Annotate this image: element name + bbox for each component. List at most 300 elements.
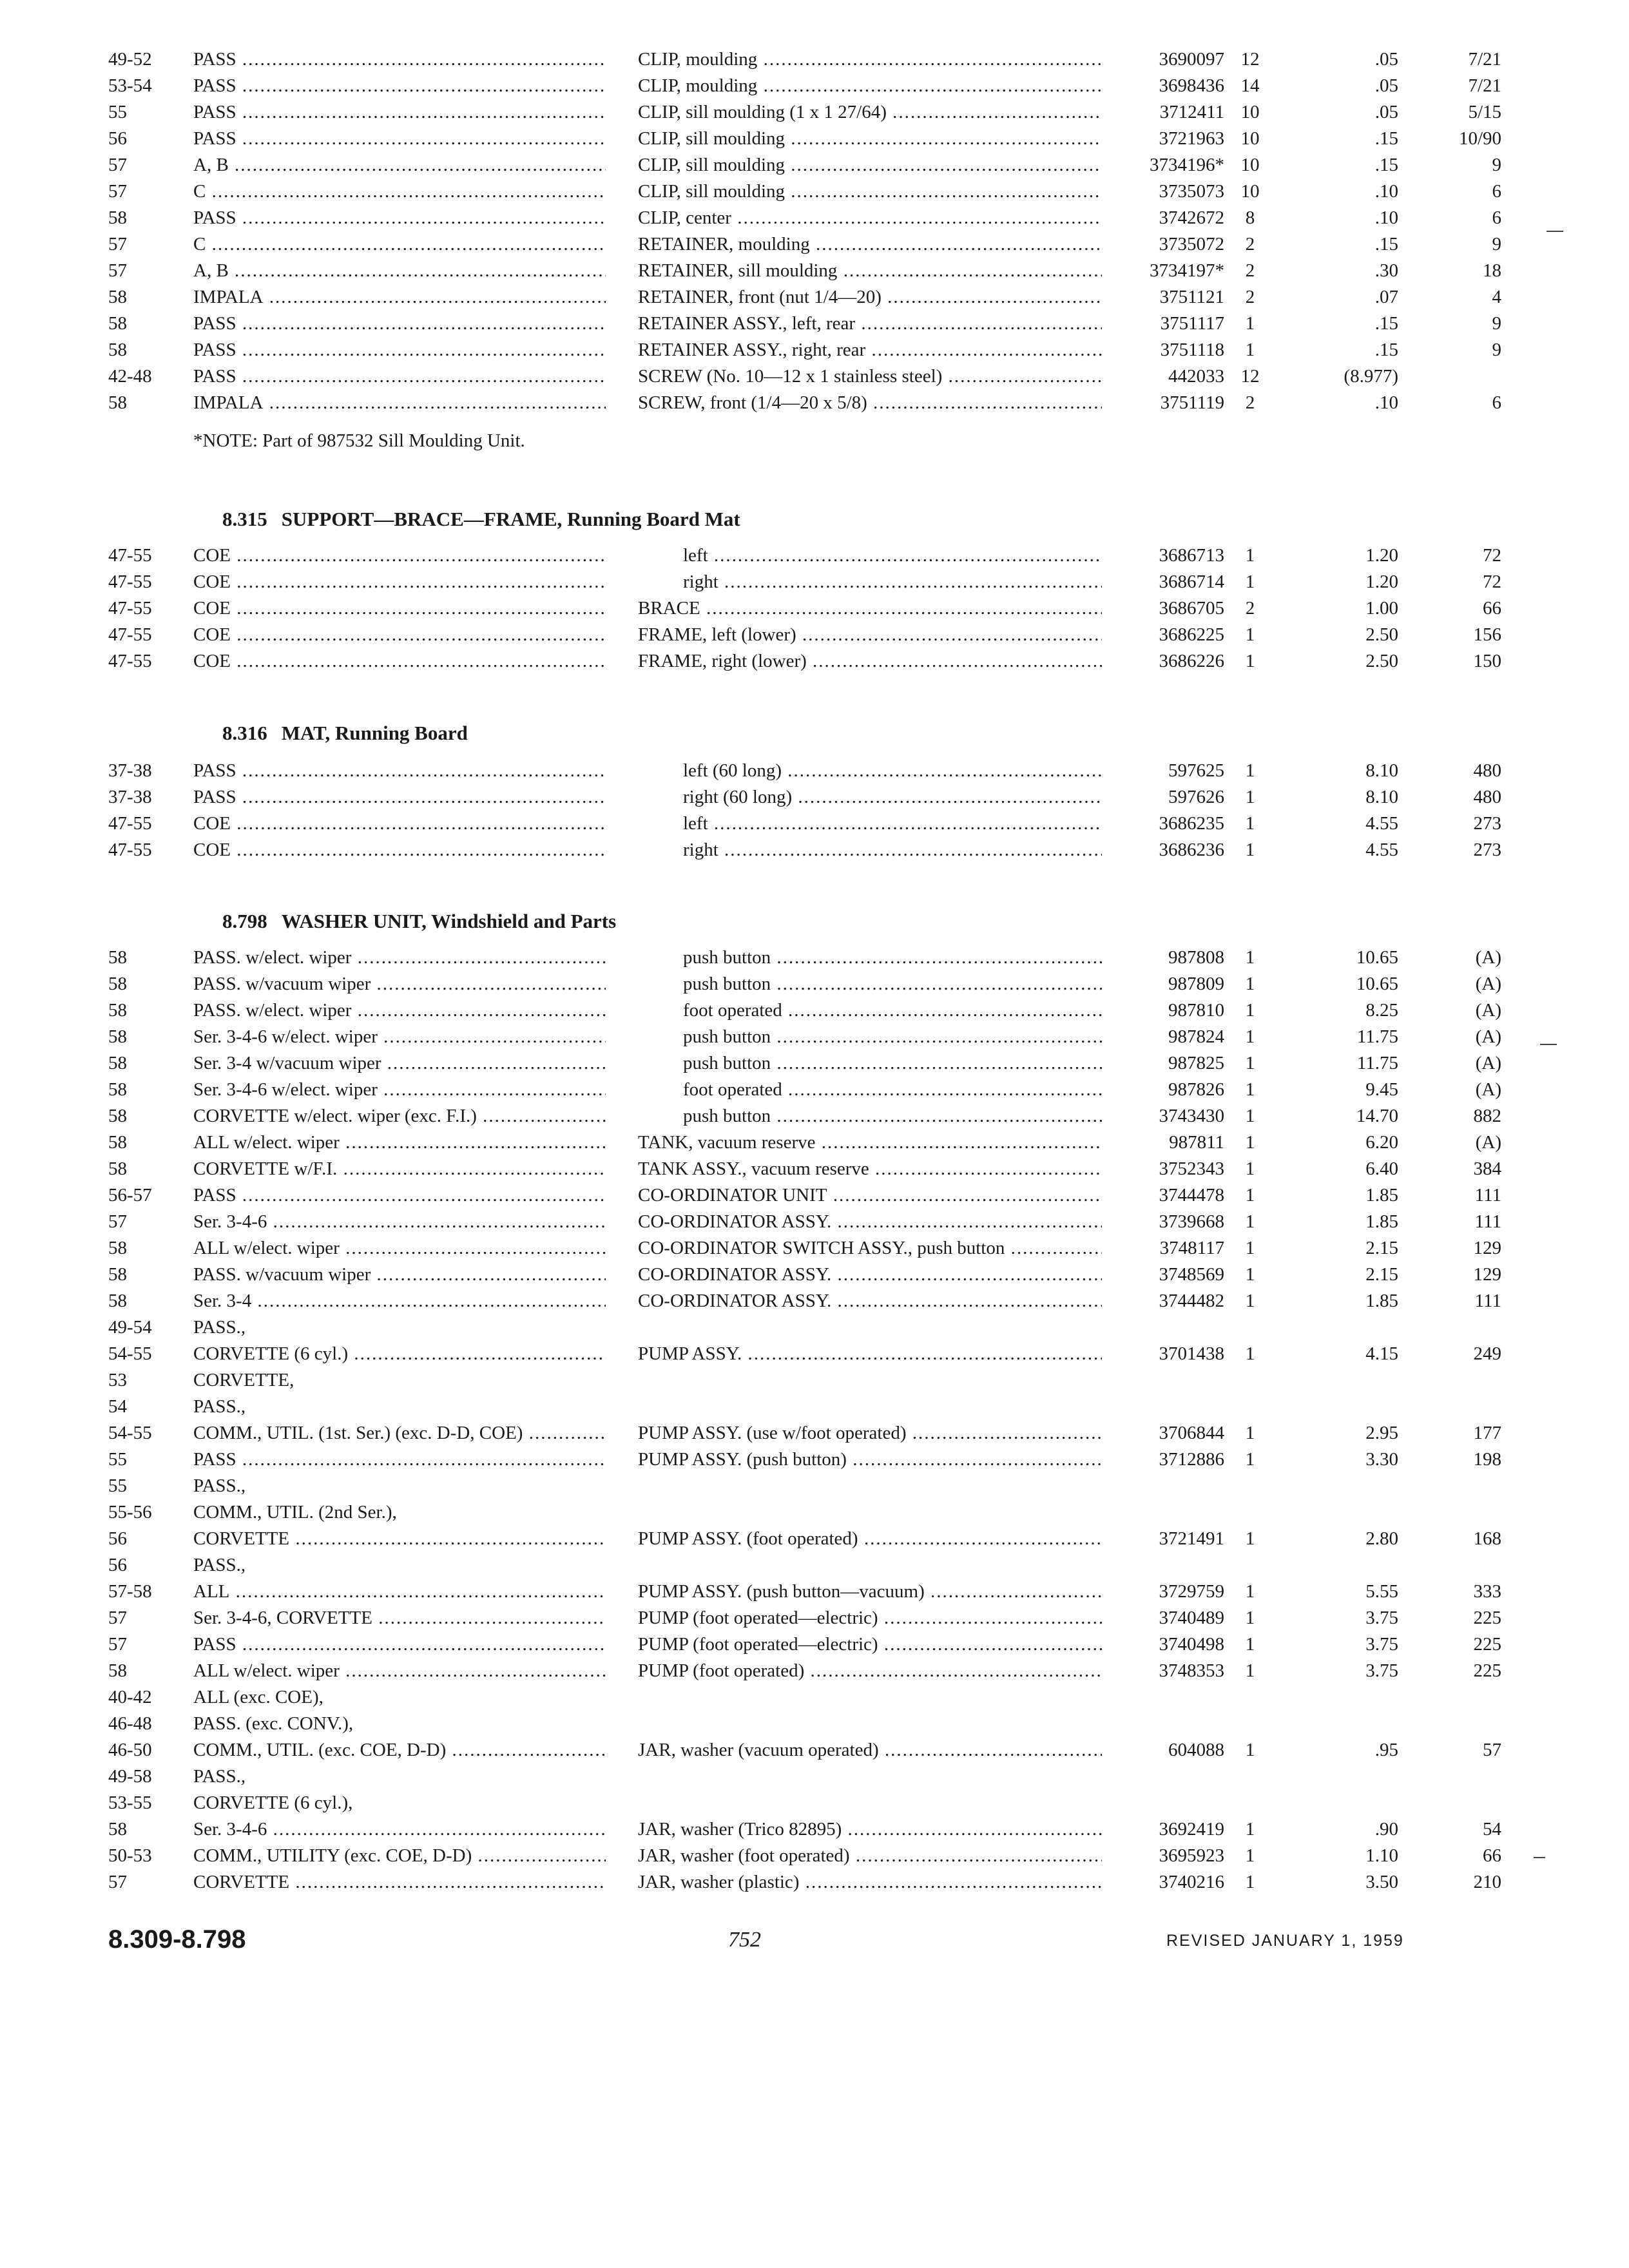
part-description: CLIP, sill moulding ..... — [638, 178, 1102, 205]
year-range: 58 — [108, 287, 127, 307]
year-range: 55-56 — [108, 1502, 152, 1523]
model-application: COE ..... — [193, 837, 606, 863]
model-application: PASS ..... — [193, 311, 606, 337]
year-range: 57 — [108, 234, 127, 255]
part-number: 987826 — [1168, 1079, 1224, 1100]
model-application: PASS ..... — [193, 126, 606, 152]
part-description: SCREW (No. 10—12 x 1 stainless steel) ..... — [638, 363, 1102, 390]
list-price: .10 — [1374, 392, 1398, 413]
table-row — [0, 758, 1629, 784]
year-range: 57 — [108, 260, 127, 281]
part-description: left ..... — [683, 543, 1102, 569]
part-number: 3686714 — [1159, 572, 1224, 592]
table-row — [0, 284, 1629, 311]
part-description: push button ..... — [683, 1103, 1102, 1129]
part-description: CO-ORDINATOR UNIT ..... — [638, 1182, 1102, 1209]
model-application: IMPALA ..... — [193, 284, 606, 311]
model-application: CORVETTE w/elect. wiper (exc. F.I.) ..... — [193, 1103, 606, 1129]
table-row — [0, 569, 1629, 595]
quantity: 1 — [1245, 651, 1255, 671]
weight: 111 — [1474, 1291, 1501, 1311]
year-range: 47-55 — [108, 598, 152, 619]
part-number: 3751117 — [1160, 313, 1224, 334]
part-description: CLIP, sill moulding ..... — [638, 126, 1102, 152]
year-range: 58 — [108, 1079, 127, 1100]
year-range: 55 — [108, 1475, 127, 1496]
part-number: 3735073 — [1159, 181, 1224, 202]
table-row — [0, 337, 1629, 363]
year-range: 53-54 — [108, 75, 152, 96]
list-price: 10.65 — [1356, 947, 1398, 968]
table-row — [0, 543, 1629, 569]
model-application: C ..... — [193, 178, 606, 205]
scan-mark — [1547, 231, 1563, 232]
part-description: CO-ORDINATOR ASSY. ..... — [638, 1209, 1102, 1235]
year-range: 56-57 — [108, 1185, 152, 1206]
weight: 66 — [1483, 598, 1501, 619]
quantity: 1 — [1245, 1528, 1255, 1549]
quantity: 2 — [1245, 234, 1255, 255]
part-number: 3690097 — [1159, 49, 1224, 70]
section-8-315-list — [0, 543, 1629, 675]
quantity: 1 — [1245, 1740, 1255, 1760]
model-application: COMM., UTIL. (2nd Ser.), — [193, 1502, 397, 1523]
year-range: 58 — [108, 974, 127, 994]
model-application: PASS ..... — [193, 99, 606, 126]
list-price: .05 — [1374, 49, 1398, 70]
year-range: 46-50 — [108, 1740, 152, 1760]
model-application: COE ..... — [193, 569, 606, 595]
model-application: PASS., — [193, 1766, 246, 1787]
quantity: 1 — [1245, 1581, 1255, 1602]
part-number: 3701438 — [1159, 1343, 1224, 1364]
year-range: 42-48 — [108, 366, 152, 387]
weight: (A) — [1475, 1026, 1501, 1047]
quantity: 2 — [1245, 392, 1255, 413]
model-application: COE ..... — [193, 595, 606, 622]
quantity: 1 — [1245, 974, 1255, 994]
weight: (A) — [1475, 947, 1501, 968]
model-application: PASS ..... — [193, 73, 606, 99]
list-price: 4.55 — [1365, 840, 1398, 860]
model-application: PASS. w/elect. wiper ..... — [193, 945, 606, 971]
part-number: 3734196* — [1150, 155, 1224, 175]
part-description: CLIP, sill moulding (1 x 1 27/64) ..... — [638, 99, 1102, 126]
footnote: *NOTE: Part of 987532 Sill Moulding Unit. — [193, 430, 525, 451]
quantity: 1 — [1245, 1660, 1255, 1681]
quantity: 1 — [1245, 1343, 1255, 1364]
model-application: PASS ..... — [193, 337, 606, 363]
part-number: 3739668 — [1159, 1211, 1224, 1232]
year-range: 46-48 — [108, 1713, 152, 1734]
list-price: 6.40 — [1365, 1158, 1398, 1179]
part-number: 597626 — [1168, 787, 1224, 807]
section-code: 8.316 — [222, 722, 267, 744]
part-number: 3748117 — [1159, 1238, 1224, 1258]
list-price: 8.25 — [1365, 1000, 1398, 1021]
list-price: .15 — [1374, 313, 1398, 334]
model-application: PASS., — [193, 1475, 246, 1496]
section-8-316-list — [0, 758, 1629, 863]
year-range: 47-55 — [108, 545, 152, 566]
part-number: 3686225 — [1159, 624, 1224, 645]
table-row — [0, 811, 1629, 837]
part-description: BRACE ..... — [638, 595, 1102, 622]
model-application: COE ..... — [193, 648, 606, 675]
table-row — [0, 258, 1629, 284]
list-price: 8.10 — [1365, 760, 1398, 781]
quantity: 1 — [1245, 1608, 1255, 1628]
weight: 6 — [1492, 181, 1501, 202]
quantity: 2 — [1245, 260, 1255, 281]
part-number: 3740498 — [1159, 1634, 1224, 1655]
table-row — [0, 837, 1629, 863]
year-range: 58 — [108, 1106, 127, 1126]
model-application: Ser. 3-4-6 ..... — [193, 1816, 606, 1843]
part-number: 3686236 — [1159, 840, 1224, 860]
part-number: 3735072 — [1159, 234, 1224, 255]
list-price: 3.30 — [1365, 1449, 1398, 1470]
quantity: 1 — [1245, 1211, 1255, 1232]
table-row — [0, 390, 1629, 416]
part-number: 3740216 — [1159, 1872, 1224, 1892]
model-application: A, B ..... — [193, 258, 606, 284]
quantity: 1 — [1245, 1079, 1255, 1100]
weight: 225 — [1473, 1660, 1501, 1681]
weight: 7/21 — [1468, 49, 1501, 70]
table-row — [0, 1605, 1629, 1631]
table-row — [0, 363, 1629, 390]
weight: 9 — [1492, 313, 1501, 334]
part-description: TANK ASSY., vacuum reserve ..... — [638, 1156, 1102, 1182]
model-application: CORVETTE (6 cyl.), — [193, 1792, 353, 1813]
quantity: 1 — [1245, 1819, 1255, 1840]
weight: 111 — [1474, 1211, 1501, 1232]
model-application: COMM., UTIL. (exc. COE, D-D) ..... — [193, 1737, 606, 1763]
table-row — [0, 1024, 1629, 1050]
year-range: 49-54 — [108, 1317, 152, 1338]
weight: (A) — [1475, 1079, 1501, 1100]
part-number: 3686235 — [1159, 813, 1224, 834]
section-heading-8-798 — [222, 910, 616, 933]
quantity: 2 — [1245, 287, 1255, 307]
year-range: 47-55 — [108, 651, 152, 671]
table-row — [0, 46, 1629, 73]
part-number: 3744482 — [1159, 1291, 1224, 1311]
weight: 273 — [1473, 840, 1501, 860]
list-price: .90 — [1374, 1819, 1398, 1840]
quantity: 10 — [1240, 128, 1260, 149]
part-number: 3698436 — [1159, 75, 1224, 96]
quantity: 1 — [1245, 760, 1255, 781]
quantity: 1 — [1245, 1000, 1255, 1021]
weight: 9 — [1492, 155, 1501, 175]
quantity: 1 — [1245, 840, 1255, 860]
part-description: JAR, washer (foot operated) ..... — [638, 1843, 1102, 1869]
part-number: 987809 — [1168, 974, 1224, 994]
part-number: 3695923 — [1159, 1845, 1224, 1866]
weight: 66 — [1483, 1845, 1501, 1866]
part-description: RETAINER, front (nut 1/4—20) ..... — [638, 284, 1102, 311]
list-price: 6.20 — [1365, 1132, 1398, 1153]
year-range: 37-38 — [108, 760, 152, 781]
list-price: .10 — [1374, 181, 1398, 202]
list-price: .10 — [1374, 207, 1398, 228]
weight: 5/15 — [1468, 102, 1501, 122]
quantity: 1 — [1245, 1158, 1255, 1179]
list-price: 3.75 — [1365, 1660, 1398, 1681]
year-range: 58 — [108, 1264, 127, 1285]
year-range: 58 — [108, 1238, 127, 1258]
table-row — [0, 1579, 1629, 1605]
year-range: 47-55 — [108, 813, 152, 834]
year-range: 56 — [108, 1555, 127, 1575]
table-row — [0, 73, 1629, 99]
table-row — [0, 1288, 1629, 1314]
part-description: RETAINER, moulding ..... — [638, 231, 1102, 258]
table-row — [0, 784, 1629, 811]
list-price: 3.75 — [1365, 1608, 1398, 1628]
weight: 168 — [1473, 1528, 1501, 1549]
table-row — [0, 1103, 1629, 1129]
part-number: 987810 — [1168, 1000, 1224, 1021]
part-description: foot operated ..... — [683, 997, 1102, 1024]
model-application: COMM., UTILITY (exc. COE, D-D) ..... — [193, 1843, 606, 1869]
list-price: 11.75 — [1356, 1026, 1398, 1047]
part-description: right ..... — [683, 569, 1102, 595]
list-price: 2.50 — [1365, 624, 1398, 645]
section-title: WASHER UNIT, Windshield and Parts — [281, 910, 617, 932]
table-row — [0, 1499, 1629, 1526]
list-price: 1.85 — [1365, 1291, 1398, 1311]
part-number: 3686226 — [1159, 651, 1224, 671]
part-description: CO-ORDINATOR SWITCH ASSY., push button ..... — [638, 1235, 1102, 1262]
part-number: 3751121 — [1159, 287, 1224, 307]
table-row — [0, 595, 1629, 622]
year-range: 37-38 — [108, 787, 152, 807]
section-title: SUPPORT—BRACE—FRAME, Running Board Mat — [281, 508, 740, 530]
list-price: .15 — [1374, 155, 1398, 175]
table-row — [0, 1446, 1629, 1473]
model-application: ALL (exc. COE), — [193, 1687, 323, 1707]
section-code: 8.315 — [222, 508, 267, 530]
list-price: (8.977) — [1344, 366, 1398, 387]
list-price: 2.15 — [1365, 1238, 1398, 1258]
part-number: 3734197* — [1150, 260, 1224, 281]
quantity: 1 — [1245, 1106, 1255, 1126]
year-range: 47-55 — [108, 840, 152, 860]
model-application: Ser. 3-4 ..... — [193, 1288, 606, 1314]
year-range: 58 — [108, 313, 127, 334]
year-range: 57 — [108, 1608, 127, 1628]
model-application: PASS ..... — [193, 205, 606, 231]
list-price: 4.55 — [1365, 813, 1398, 834]
year-range: 58 — [108, 207, 127, 228]
quantity: 1 — [1245, 1291, 1255, 1311]
part-description: FRAME, left (lower) ..... — [638, 622, 1102, 648]
quantity: 1 — [1245, 1423, 1255, 1443]
year-range: 58 — [108, 1291, 127, 1311]
section-heading-8-315 — [222, 508, 740, 531]
part-number: 3752343 — [1159, 1158, 1224, 1179]
table-row — [0, 1790, 1629, 1816]
part-description: PUMP ASSY. (push button—vacuum) ..... — [638, 1579, 1102, 1605]
part-number: 987825 — [1168, 1053, 1224, 1073]
weight: 210 — [1473, 1872, 1501, 1892]
table-row — [0, 1050, 1629, 1077]
weight: 6 — [1492, 207, 1501, 228]
quantity: 1 — [1245, 1872, 1255, 1892]
part-number: 3706844 — [1159, 1423, 1224, 1443]
table-row — [0, 1156, 1629, 1182]
weight: (A) — [1475, 1000, 1501, 1021]
year-range: 58 — [108, 1132, 127, 1153]
model-application: PASS ..... — [193, 784, 606, 811]
model-application: ALL w/elect. wiper ..... — [193, 1235, 606, 1262]
list-price: 4.15 — [1365, 1343, 1398, 1364]
year-range: 50-53 — [108, 1845, 152, 1866]
table-row — [0, 1869, 1629, 1896]
weight: 225 — [1473, 1608, 1501, 1628]
part-number: 3740489 — [1159, 1608, 1224, 1628]
weight: 480 — [1473, 787, 1501, 807]
table-row — [0, 178, 1629, 205]
model-application: PASS. (exc. CONV.), — [193, 1713, 354, 1734]
model-application: Ser. 3-4 w/vacuum wiper ..... — [193, 1050, 606, 1077]
list-price: 1.10 — [1365, 1845, 1398, 1866]
list-price: 8.10 — [1365, 787, 1398, 807]
model-application: IMPALA ..... — [193, 390, 606, 416]
part-description: PUMP (foot operated—electric) ..... — [638, 1605, 1102, 1631]
quantity: 1 — [1245, 340, 1255, 360]
table-row — [0, 1314, 1629, 1341]
list-price: 11.75 — [1356, 1053, 1398, 1073]
year-range: 56 — [108, 1528, 127, 1549]
year-range: 53-55 — [108, 1792, 152, 1813]
model-application: PASS., — [193, 1396, 246, 1417]
table-row — [0, 1763, 1629, 1790]
weight: 129 — [1473, 1264, 1501, 1285]
quantity: 1 — [1245, 1634, 1255, 1655]
part-number: 3692419 — [1159, 1819, 1224, 1840]
quantity: 1 — [1245, 1264, 1255, 1285]
weight: 198 — [1473, 1449, 1501, 1470]
model-application: COE ..... — [193, 811, 606, 837]
model-application: CORVETTE ..... — [193, 1869, 606, 1896]
list-price: 5.55 — [1365, 1581, 1398, 1602]
weight: 156 — [1473, 624, 1501, 645]
table-row — [0, 1235, 1629, 1262]
quantity: 1 — [1245, 947, 1255, 968]
quantity: 1 — [1245, 1238, 1255, 1258]
part-description: FRAME, right (lower) ..... — [638, 648, 1102, 675]
part-description: CLIP, center ..... — [638, 205, 1102, 231]
part-description: CLIP, sill moulding ..... — [638, 152, 1102, 178]
moulding-parts-list — [0, 46, 1629, 416]
model-application: COE ..... — [193, 622, 606, 648]
list-price: 1.85 — [1365, 1185, 1398, 1206]
weight: 54 — [1483, 1819, 1501, 1840]
part-number: 597625 — [1168, 760, 1224, 781]
quantity: 1 — [1245, 787, 1255, 807]
weight: 273 — [1473, 813, 1501, 834]
part-number: 3748353 — [1159, 1660, 1224, 1681]
part-description: SCREW, front (1/4—20 x 5/8) ..... — [638, 390, 1102, 416]
table-row — [0, 1394, 1629, 1420]
table-row — [0, 1816, 1629, 1843]
quantity: 10 — [1240, 155, 1260, 175]
table-row — [0, 205, 1629, 231]
list-price: 2.15 — [1365, 1264, 1398, 1285]
model-application: PASS. w/vacuum wiper ..... — [193, 1262, 606, 1288]
table-row — [0, 971, 1629, 997]
table-row — [0, 1684, 1629, 1711]
section-heading-8-316 — [222, 722, 468, 745]
weight: (A) — [1475, 1132, 1501, 1153]
year-range: 54-55 — [108, 1423, 152, 1443]
part-description: push button ..... — [683, 1024, 1102, 1050]
table-row — [0, 1473, 1629, 1499]
part-description: JAR, washer (plastic) ..... — [638, 1869, 1102, 1896]
model-application: PASS ..... — [193, 758, 606, 784]
part-number: 3686713 — [1159, 545, 1224, 566]
year-range: 58 — [108, 947, 127, 968]
weight: 9 — [1492, 340, 1501, 360]
list-price: 1.85 — [1365, 1211, 1398, 1232]
part-number: 3743430 — [1159, 1106, 1224, 1126]
part-number: 987808 — [1168, 947, 1224, 968]
list-price: .15 — [1374, 234, 1398, 255]
year-range: 58 — [108, 340, 127, 360]
weight: 9 — [1492, 234, 1501, 255]
part-description: CO-ORDINATOR ASSY. ..... — [638, 1288, 1102, 1314]
year-range: 58 — [108, 1000, 127, 1021]
year-range: 58 — [108, 1158, 127, 1179]
section-8-798-list — [0, 945, 1629, 1896]
quantity: 14 — [1240, 75, 1260, 96]
part-number: 3721491 — [1159, 1528, 1224, 1549]
model-application: Ser. 3-4-6 w/elect. wiper ..... — [193, 1024, 606, 1050]
table-row — [0, 231, 1629, 258]
part-description: PUMP ASSY. (use w/foot operated) ..... — [638, 1420, 1102, 1446]
weight: 225 — [1473, 1634, 1501, 1655]
part-description: JAR, washer (Trico 82895) ..... — [638, 1816, 1102, 1843]
table-row — [0, 311, 1629, 337]
model-application: COE ..... — [193, 543, 606, 569]
table-row — [0, 1737, 1629, 1763]
year-range: 57 — [108, 155, 127, 175]
part-description: PUMP (foot operated—electric) ..... — [638, 1631, 1102, 1658]
quantity: 1 — [1245, 813, 1255, 834]
part-number: 987824 — [1168, 1026, 1224, 1047]
list-price: .07 — [1374, 287, 1398, 307]
part-description: JAR, washer (vacuum operated) ..... — [638, 1737, 1102, 1763]
part-description: PUMP (foot operated) ..... — [638, 1658, 1102, 1684]
quantity: 1 — [1245, 313, 1255, 334]
model-application: A, B ..... — [193, 152, 606, 178]
year-range: 54-55 — [108, 1343, 152, 1364]
weight: 111 — [1474, 1185, 1501, 1206]
model-application: PASS ..... — [193, 363, 606, 390]
quantity: 1 — [1245, 1053, 1255, 1073]
table-row — [0, 945, 1629, 971]
weight: 882 — [1473, 1106, 1501, 1126]
year-range: 56 — [108, 128, 127, 149]
model-application: PASS., — [193, 1555, 246, 1575]
part-description: RETAINER ASSY., right, rear ..... — [638, 337, 1102, 363]
part-number: 3751119 — [1160, 392, 1224, 413]
list-price: .15 — [1374, 128, 1398, 149]
